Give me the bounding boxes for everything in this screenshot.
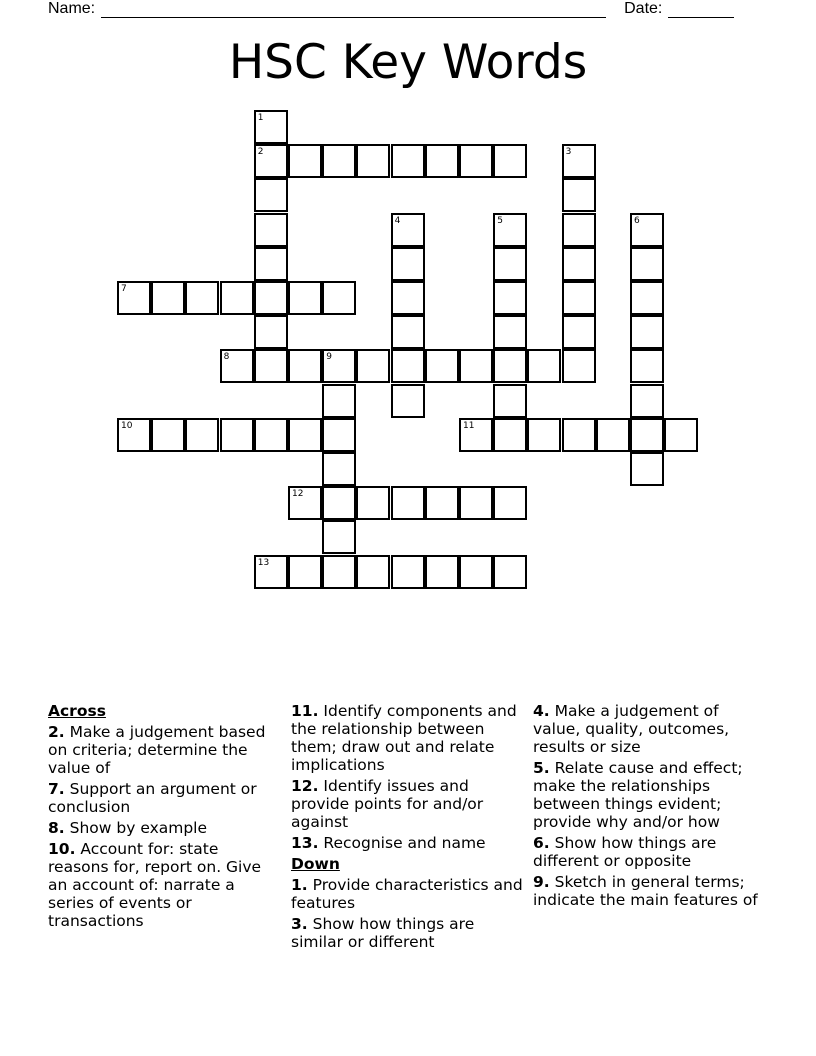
grid-cell[interactable]: [562, 281, 596, 315]
clue-down-6: [533, 834, 765, 870]
grid-cell[interactable]: [288, 144, 322, 178]
grid-cell[interactable]: [664, 418, 698, 452]
grid-cell[interactable]: [288, 555, 322, 589]
grid-cell[interactable]: [459, 349, 493, 383]
clue-number: 10.: [48, 840, 76, 858]
clue-number: 7.: [48, 780, 65, 798]
cell-number: 1: [257, 113, 264, 123]
clue-text: Relate cause and effect; make the relationships between things evident; provide why and/or how: [533, 759, 743, 831]
clue-text: Identify issues and provide points for and/or against: [291, 777, 484, 831]
grid-cell[interactable]: [322, 281, 356, 315]
grid-cell[interactable]: [220, 349, 254, 383]
grid-cell[interactable]: [220, 281, 254, 315]
grid-cell[interactable]: [425, 486, 459, 520]
grid-cell[interactable]: [185, 418, 219, 452]
grid-cell[interactable]: [630, 247, 664, 281]
grid-cell[interactable]: [356, 486, 390, 520]
clue-down-3: [291, 915, 523, 951]
cell-number: 13: [257, 557, 270, 568]
grid-cell[interactable]: [562, 315, 596, 349]
grid-cell[interactable]: [322, 418, 356, 452]
clue-across-11: [291, 702, 523, 774]
clue-down-5: [533, 759, 765, 831]
grid-cell[interactable]: [356, 144, 390, 178]
cell-number: 10: [121, 420, 133, 431]
clue-across-8: [48, 819, 280, 837]
grid-cell[interactable]: [630, 418, 664, 452]
grid-cell[interactable]: [322, 384, 356, 418]
grid-cell[interactable]: [391, 486, 425, 520]
clue-text: Account for: state reasons for, report on. Give an account of: narrate a series of events or transactions: [48, 840, 262, 930]
grid-cell[interactable]: [322, 452, 356, 486]
grid-cell[interactable]: [322, 144, 356, 178]
clue-text: Show how things are different or opposite: [533, 834, 717, 870]
grid-cell[interactable]: [630, 281, 664, 315]
grid-cell[interactable]: [254, 110, 288, 144]
clue-text: Provide characteristics and features: [291, 876, 523, 912]
grid-cell[interactable]: [493, 555, 527, 589]
grid-cell[interactable]: [220, 418, 254, 452]
grid-cell[interactable]: [562, 213, 596, 247]
grid-cell[interactable]: [254, 213, 288, 247]
grid-cell[interactable]: [391, 349, 425, 383]
clue-number: 6.: [533, 834, 550, 852]
page-title: HSC Key Words: [228, 35, 588, 90]
grid-cell[interactable]: [391, 247, 425, 281]
clue-number: 11.: [291, 702, 319, 720]
grid-cell[interactable]: [322, 520, 356, 554]
cell-number: 12: [292, 489, 304, 500]
grid-cell[interactable]: [630, 315, 664, 349]
grid-cell[interactable]: [185, 281, 219, 315]
across-heading: Across: [48, 702, 106, 720]
clue-text: Make a judgement based on criteria; determine the value of: [48, 723, 266, 777]
clue-number: 3.: [291, 915, 308, 933]
grid-cell[interactable]: [459, 144, 493, 178]
clue-number: 1.: [291, 876, 308, 894]
clue-text: Support an argument or conclusion: [48, 780, 257, 816]
cell-number: 4: [394, 215, 401, 226]
grid-cell[interactable]: [151, 281, 185, 315]
grid-cell[interactable]: [630, 384, 664, 418]
cell-number: 6: [634, 215, 640, 226]
grid-cell[interactable]: [630, 452, 664, 486]
grid-cell[interactable]: [425, 555, 459, 589]
clue-down-4: [533, 702, 765, 756]
clue-number: 2.: [48, 723, 65, 741]
clues-column-2: [291, 702, 523, 954]
clue-text: Identify components and the relationship between them; draw out and relate implications: [291, 702, 517, 774]
grid-cell[interactable]: [254, 144, 288, 178]
clue-number: 12.: [291, 777, 319, 795]
cell-number: 5: [497, 215, 503, 226]
clue-down-9: [533, 873, 765, 909]
grid-cell[interactable]: [356, 349, 390, 383]
grid-cell[interactable]: [254, 178, 288, 212]
cell-number: 9: [326, 352, 332, 363]
grid-cell[interactable]: [562, 144, 596, 178]
grid-cell[interactable]: [151, 418, 185, 452]
grid-cell[interactable]: [322, 555, 356, 589]
grid-cell[interactable]: [117, 281, 151, 315]
clue-text: Show how things are similar or different: [291, 915, 475, 951]
grid-cell[interactable]: [391, 555, 425, 589]
grid-cell[interactable]: [322, 486, 356, 520]
grid-cell[interactable]: [493, 486, 527, 520]
grid-cell[interactable]: [493, 418, 527, 452]
clue-text: Sketch in general terms; indicate the main features of: [533, 873, 758, 909]
grid-cell[interactable]: [493, 213, 527, 247]
clue-across-10: [48, 840, 280, 930]
grid-cell[interactable]: [493, 247, 527, 281]
grid-cell[interactable]: [288, 281, 322, 315]
grid-cell[interactable]: [254, 418, 288, 452]
grid-cell[interactable]: [527, 349, 561, 383]
grid-cell[interactable]: [356, 555, 390, 589]
grid-cell[interactable]: [493, 281, 527, 315]
clue-across-12: [291, 777, 523, 831]
grid-cell[interactable]: [562, 349, 596, 383]
grid-cell[interactable]: [630, 349, 664, 383]
name-label: Name:: [48, 0, 96, 17]
grid-cell[interactable]: [493, 315, 527, 349]
clue-number: 4.: [533, 702, 550, 720]
grid-cell[interactable]: [288, 486, 322, 520]
grid-cell[interactable]: [254, 555, 288, 589]
cell-number: 3: [565, 147, 572, 158]
cell-number: 8: [223, 352, 230, 363]
clue-across-2: [48, 723, 280, 777]
clues-column-1: [48, 702, 280, 933]
clue-across-7: [48, 780, 280, 816]
cell-number: 7: [121, 284, 127, 294]
grid-cell[interactable]: [288, 349, 322, 383]
grid-cell[interactable]: [425, 349, 459, 383]
grid-cell[interactable]: [527, 418, 561, 452]
grid-cell[interactable]: [459, 418, 493, 452]
grid-cell[interactable]: [254, 315, 288, 349]
clue-number: 5.: [533, 759, 550, 777]
clue-down-1: [291, 876, 523, 912]
grid-cell[interactable]: [254, 281, 288, 315]
grid-cell[interactable]: [630, 213, 664, 247]
grid-cell[interactable]: [391, 315, 425, 349]
grid-cell[interactable]: [254, 247, 288, 281]
grid-cell[interactable]: [425, 144, 459, 178]
grid-cell[interactable]: [493, 349, 527, 383]
grid-cell[interactable]: [288, 418, 322, 452]
grid-cell[interactable]: [459, 486, 493, 520]
grid-cell[interactable]: [562, 418, 596, 452]
grid-cell[interactable]: [596, 418, 630, 452]
clue-across-13: [291, 834, 523, 852]
grid-cell[interactable]: [391, 281, 425, 315]
grid-cell[interactable]: [254, 349, 288, 383]
clue-text: Show by example: [69, 819, 208, 837]
clue-number: 8.: [48, 819, 65, 837]
grid-cell[interactable]: [391, 144, 425, 178]
clues-column-3: [533, 702, 765, 912]
clue-text: Make a judgement of value, quality, outcomes, results or size: [533, 702, 730, 756]
cell-number: 2: [257, 147, 264, 158]
date-label: Date:: [624, 0, 663, 17]
cell-number: 11: [463, 420, 475, 431]
grid-cell[interactable]: [493, 384, 527, 418]
grid-cell[interactable]: [391, 384, 425, 418]
clue-number: 9.: [533, 873, 550, 891]
grid-cell[interactable]: [493, 144, 527, 178]
clue-number: 13.: [291, 834, 319, 852]
down-heading: Down: [291, 855, 340, 873]
grid-cell[interactable]: [322, 349, 356, 383]
grid-cell[interactable]: [562, 247, 596, 281]
grid-cell[interactable]: [117, 418, 151, 452]
clue-text: Recognise and name: [323, 834, 486, 852]
grid-cell[interactable]: [391, 213, 425, 247]
grid-cell[interactable]: [459, 555, 493, 589]
grid-cell[interactable]: [562, 178, 596, 212]
